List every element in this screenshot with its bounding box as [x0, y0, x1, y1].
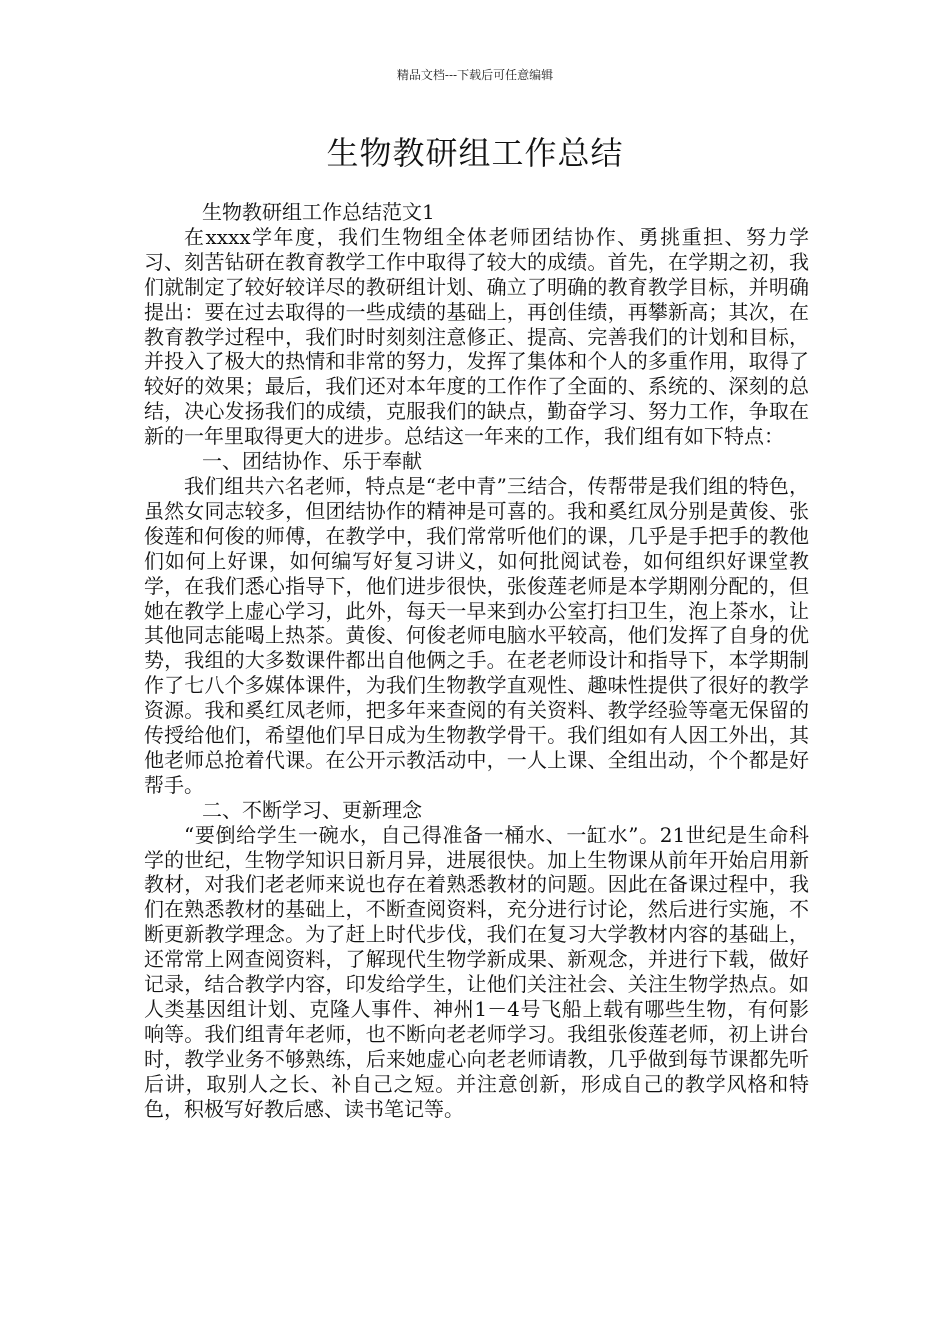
section-subtitle: 生物教研组工作总结范文1 [202, 200, 435, 224]
paragraph-intro: 在xxxx学年度，我们生物组全体老师团结协作、勇挑重担、努力学习、刻苦钻研在教育教学工作中取得了较大的成绩。首先，在学期之初，我们就制定了较好较详尽的教研组计划、确立了明确的教育教学目标，并明确提出：要在过去取得的一些成绩的基础上，再创佳绩，再攀新高；其次，在教育教学过程中，我们时时刻刻注意修正、提高、完善我们的计划和目标，并投入了极大的热情和非常的努力，发挥了集体和个人的多重作用，取得了较好的效果；最后，我们还对本年度的工作作了全面的、系统的、深刻的总结，决心发扬我们的成绩，克服我们的缺点，勤奋学习、努力工作，争取在新的一年里取得更大的进步。总结这一年来的工作，我们组有如下特点： [144, 224, 809, 449]
document-body [144, 200, 809, 1122]
section-heading-1: 一、团结协作、乐于奉献 [202, 449, 422, 474]
header-note: 精品文档---下载后可任意编辑 [396, 68, 554, 82]
document-title: 生物教研组工作总结 [326, 134, 624, 172]
paragraph-teamwork: 我们组共六名老师，特点是“老中青”三结合，传帮带是我们组的特色，虽然女同志较多，但团结协作的精神是可喜的。我和奚红凤分别是黄俊、张俊莲和何俊的师傅，在教学中，我们常常听他们的课，几乎是手把手的教他们如何上好课，如何编写好复习讲义，如何批阅试卷，如何组织好课堂教学，在我们悉心指导下，他们进步很快，张俊莲老师是本学期刚分配的，但她在教学上虚心学习，此外，每天一早来到办公室打扫卫生，泡上茶水，让其他同志能喝上热茶。黄俊、何俊老师电脑水平较高，他们发挥了自身的优势，我组的大多数课件都出自他俩之手。在老老师设计和指导下，本学期制作了七八个多媒体课件，为我们生物教学直观性、趣味性提供了很好的教学资源。我和奚红凤老师，把多年来查阅的有关资料、教学经验等毫无保留的传授给他们，希望他们早日成为生物教学骨干。我们组如有人因工外出，其他老师总抢着代课。在公开示教活动中，一人上课、全组出动，个个都是好帮手。 [144, 473, 809, 797]
paragraph-learning: “要倒给学生一碗水，自己得准备一桶水、一缸水”。21世纪是生命科学的世纪，生物学知识日新月异，进展很快。加上生物课从前年开始启用新教材，对我们老老师来说也存在着熟悉教材的问题。因此在备课过程中，我们在熟悉教材的基础上，不断查阅资料，充分进行讨论，然后进行实施，不断更新教学理念。为了赶上时代步伐，我们在复习大学教材内容的基础上，还常常上网查阅资料，了解现代生物学新成果、新观念，并进行下载，做好记录，结合教学内容，印发给学生，让他们关注社会、关注生物学热点。如人类基因组计划、克隆人事件、神州1－4号飞船上载有哪些生物，有何影响等。我们组青年老师，也不断向老老师学习。我组张俊莲老师，初上讲台时，教学业务不够熟练，后来她虚心向老老师请教，几乎做到每节课都先听后讲，取别人之长、补自己之短。并注意创新，形成自己的教学风格和特色，积极写好教后感、读书笔记等。 [144, 822, 809, 1121]
section-heading-2: 二、不断学习、更新理念 [202, 797, 422, 822]
